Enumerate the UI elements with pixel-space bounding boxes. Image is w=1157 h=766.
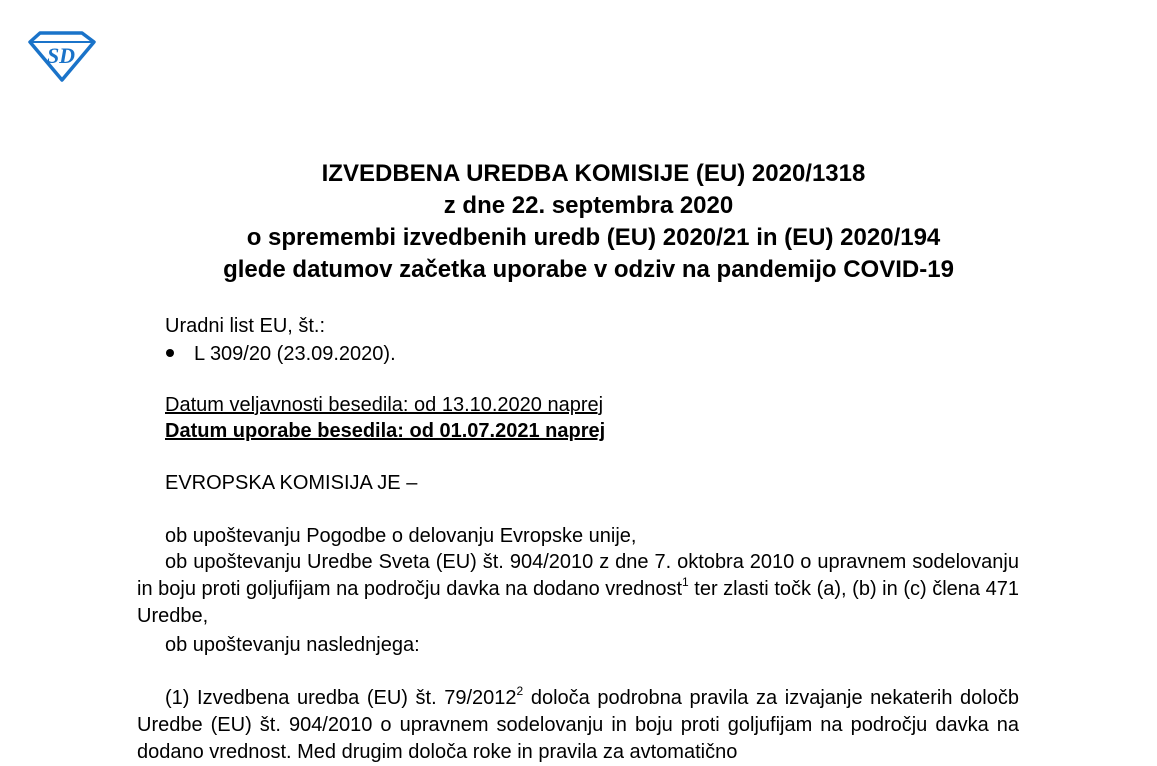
point-1-text-end: določa podrobna pravila za izvajanje nekaterih določb Uredbe (EU) št. 904/2010 o upravnem sodelovanju in boju proti goljufijam na področju davka na dodano vrednost. Med drugim določa roke in pravila za avtomatično bbox=[137, 687, 1019, 763]
title-line-1: IZVEDBENA UREDBA KOMISIJE (EU) 2020/1318 bbox=[321, 160, 866, 187]
journal-item: L 309/20 (23.09.2020). bbox=[194, 343, 396, 365]
recital-3: ob upoštevanju naslednjega: bbox=[165, 634, 420, 656]
preamble: EVROPSKA KOMISIJA JE – bbox=[165, 472, 418, 494]
title-line-2: z dne 22. septembra 2020 bbox=[443, 192, 734, 219]
point-1 bbox=[137, 685, 1019, 766]
title-line-3: o spremembi izvedbenih uredb (EU) 2020/21 in (EU) 2020/194 bbox=[246, 224, 941, 251]
sd-logo-icon bbox=[24, 30, 98, 82]
logo-text: SD bbox=[46, 43, 76, 68]
bullet-icon bbox=[166, 349, 174, 357]
recital-2-text: ob upoštevanju Uredbe Sveta (EU) št. 904/2010 z dne 7. oktobra 2010 o upravnem sodelovanju in boju proti goljufijam na področju davka na dodano vrednost bbox=[137, 551, 1019, 600]
footnote-ref-2[interactable]: 2 bbox=[516, 684, 524, 698]
recital-2 bbox=[137, 549, 1019, 630]
point-1-text: (1) Izvedbena uredba (EU) št. 79/2012 bbox=[165, 687, 517, 709]
application-date: Datum uporabe besedila: od 01.07.2021 naprej bbox=[165, 420, 606, 442]
footnote-ref-1[interactable]: 1 bbox=[682, 575, 689, 589]
validity-date: Datum veljavnosti besedila: od 13.10.2020 naprej bbox=[165, 394, 604, 416]
journal-label: Uradni list EU, št.: bbox=[165, 315, 326, 337]
recital-1: ob upoštevanju Pogodbe o delovanju Evropske unije, bbox=[165, 525, 637, 547]
document-title bbox=[0, 158, 1157, 286]
title-line-4: glede datumov začetka uporabe v odziv na pandemijo COVID-19 bbox=[223, 256, 954, 283]
recital-2-text-end: ter zlasti točk (a), (b) in (c) člena 471 Uredbe, bbox=[137, 578, 1019, 627]
